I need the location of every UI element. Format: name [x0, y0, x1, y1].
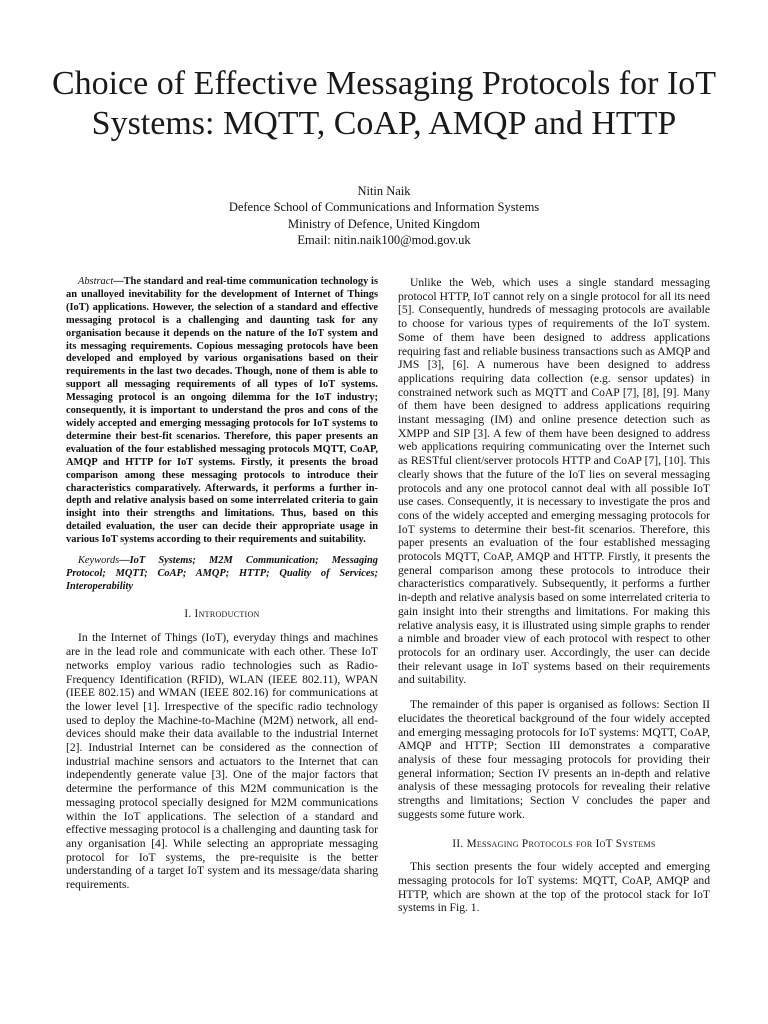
- author-name: Nitin Naik: [357, 184, 411, 198]
- author-organisation: Ministry of Defence, United Kingdom: [288, 216, 480, 231]
- abstract-lead: Abstract: [78, 276, 114, 287]
- paper-title: [40, 64, 728, 144]
- section2-paragraph-1: This section presents the four widely accepted and emerging messaging protocols for IoT systems: MQTT, CoAP, AMQP and HTTP, which are shown at the top of the protocol stack for IoT systems in Fig. 1.: [398, 860, 710, 915]
- left-column: [66, 276, 378, 892]
- keywords-lead: Keywords: [78, 555, 120, 567]
- intro-paragraph-3: The remainder of this paper is organised as follows: Section II elucidates the theoretical background of the four widely accepted and emerging messaging protocols for IoT systems: MQTT, CoAP, AMQP and HTTP; Section III demonstrates a comparative analysis of these four messaging protocols for providing their general information; Section IV presents an in-depth and relative analysis of these messaging protocols for revealing their relative strengths and limitations; Section V concludes the paper and suggests some future work.: [398, 698, 710, 821]
- section-heading-messaging-protocols: II. Messaging Protocols for IoT Systems: [452, 838, 656, 851]
- title-line-1: Choice of Effective Messaging Protocols for IoT: [51, 65, 717, 102]
- section-heading-introduction: I. Introduction: [184, 607, 260, 620]
- abstract: [66, 276, 378, 547]
- abstract-text: —The standard and real-time communication technology is an unalloyed inevitability for the development of Internet of Things (IoT) applications. However, the selection of a standard and effective messaging protocol is a challenging and daunting task for any organisation because it depends on the nature of the IoT system and its messaging requirements. Copious messaging protocols have been developed and employed by various organisations based on their requirements in the last two decades. Though, none of them is able to support all messaging requirements of all types of IoT systems. Messaging protocol is an ongoing dilemma for the IoT industry; consequently, it is important to understand the pros and cons of the widely accepted and emerging messaging protocols for IoT systems to determine their best-fit scenarios. Therefore, this paper presents an evaluation of the four established messaging protocols MQTT, CoAP, AMQP and HTTP for IoT systems. Firstly, it presents the broad comparison among these messaging protocols to introduce their characteristics comparatively. Afterwards, it performs a further in-depth and relative analysis based on some interrelated criteria to gain insight into their strengths and limitations. Thus, based on this detailed evaluation, the user can decide their appropriate usage in various IoT systems according to their requirements and suitability.: [66, 276, 378, 546]
- keywords: [66, 555, 378, 594]
- author-affiliation: Defence School of Communications and Information Systems: [228, 200, 540, 215]
- author-email: Email: nitin.naik100@mod.gov.uk: [297, 233, 471, 248]
- right-column: [398, 276, 710, 915]
- intro-paragraph-1: In the Internet of Things (IoT), everyday things and machines are in the lead role and communicate with each other. These IoT networks employ various radio technologies such as Radio-Frequency Identification (RFID), WLAN (IEEE 802.11), WPAN (IEEE 802.15) and WMAN (IEEE 802.16) for communications at the lower level [1]. Irrespective of the specific radio technology used to deploy the Machine-to-Machine (M2M) network, all end-devices should make their data available to the industrial Internet [2]. Industrial Internet can be considered as the connection of industrial machine sensors and actuators to the Internet that can independently generate value [3]. One of the major factors that determine the performance of this M2M communication is the messaging protocol specially designed for M2M communications within the IoT applications. The selection of a standard and effective messaging protocol is a challenging and daunting task for any organisation [4]. While selecting an appropriate messaging protocol for IoT systems, the pre-requisite is the better understanding of a target IoT system and its message/data sharing requirements.: [66, 631, 378, 892]
- intro-paragraph-2: Unlike the Web, which uses a single standard messaging protocol HTTP, IoT cannot rely on a single protocol for all its need [5]. Consequently, hundreds of messaging protocols are available to choose for various types of requirements of the IoT system. Some of them have been designed to address applications requiring fast and reliable business transactions such as AMQP and JMS [3], [6]. A numerous have been designed to address applications requiring data collection (e.g. sensor updates) in constrained network such as MQTT and CoAP [7], [8], [9]. Many of them have been designed to address applications requiring instant messaging (IM) and online presence detection such as XMPP and SIP [3]. A few of them have been designed to address web applications requiring communicating over the Internet such as RESTful client/server protocols HTTP and CoAP [7], [10]. This clearly shows that the future of the IoT lies on several messaging protocols and any one protocol cannot deal with all possible IoT use cases. Consequently, it is necessary to investigate the pros and cons of the widely accepted and emerging messaging protocols for IoT systems to determine their best-fit scenarios. Therefore, this paper presents an evaluation of the four established messaging protocols MQTT, CoAP, AMQP and HTTP. Firstly, it presents the general comparison among these protocols to introduce their characteristics comparatively. Subsequently, it performs a further in-depth and relative analysis based on some interrelated criteria to gain insight into their strengths and limitations. For making this relative analysis easy, it is illustrated using simple graphs to render a nimble and broader view of each protocol with respect to other protocols for an ordinary user. Accordingly, the user can decide their relevant usage in IoT systems based on their requirements and suitability.: [398, 276, 710, 687]
- keywords-text: —IoT Systems; M2M Communication; Messaging Protocol; MQTT; CoAP; AMQP; HTTP; Quality of Services; Interoperability: [66, 555, 378, 592]
- title-line-2: Systems: MQTT, CoAP, AMQP and HTTP: [91, 105, 677, 142]
- author-block: [100, 183, 668, 249]
